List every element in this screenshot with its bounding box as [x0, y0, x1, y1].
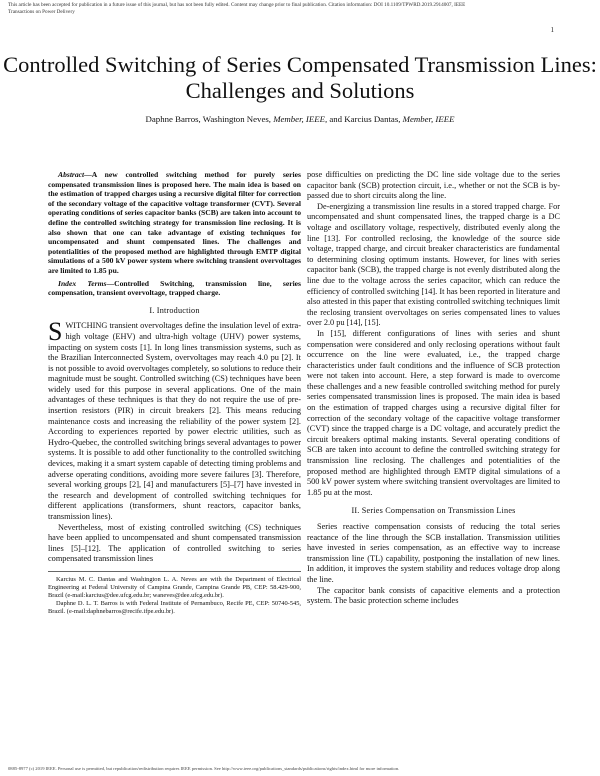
intro-paragraph-4: In [15], different configurations of lines with series and shunt compensation were considered and only reclosing operations without fault occurrence on the line were evaluated, i.e., the trapped charge characteristics under fault conditions and the influence of SCB protection were not taken into account. Here, a step forward is made to overcome these challenges and a new feasible controlled switching method for purely series compensated transmission lines is proposed. The main idea is based on the estimation of trapped charges using a recursive digital filter for correction of the secondary voltage of the capacitive voltage transformer (CVT) since the trapped charge is a DC voltage, and accurately predict the circuit breakers optimal making instants. Several operating conditions of SCB are taken into account to define the controlled switching strategy for transmission line reclosing. The challenges and potentialities of the proposed method are highlighted through EMTP digital simulations of a 500 kV power system where switching transient overvoltages are limited to 1.85 pu at the most.: [307, 328, 560, 497]
abstract-text: —A new controlled switching method for purely series compensated transmission lines is proposed here. The main idea is based on the estimation of trapped charges using a recursive digital filter for correction of the secondary voltage of the capacitive voltage transformer (CVT). Several operating conditions of series capacitor banks (SCB) are taken into account to define the controlled switching strategy for transmission line reclosing. It is also shown that one can take advantage of existing techniques for uncompensated and shunt compensated lines. The challenges and potentialities of the proposed method are highlighted through EMTP digital simulations of a 500 kV power system where switching transient overvoltages are limited to 1.85 pu.: [48, 170, 301, 275]
intro-paragraph-3: De-energizing a transmission line results in a stored trapped charge. For uncompensated and shunt compensated lines, the trapped charge is a DC voltage and oscillatory voltage, respectively, distributed evenly along the line [13]. For controlled reclosing, the knowledge of the source side voltage, trapped charge, and circuit breaker characteristics are fundamental to determining closing optimum instants. However, for lines with series capacitor bank (SCB), the trapped charge is not evenly distributed along the line due to the voltage across the series capacitor, which can reduce the efficiency of controlled switching [14]. It has been reported in literature and also attested in this paper that existing controlled switching techniques limit the reclosing transient overvoltages on series compensated lines to values over 2.0 pu [14], [15].: [307, 201, 560, 328]
intro-first-word: WITCHING: [65, 321, 108, 331]
intro-paragraph-2: Nevertheless, most of existing controlled switching (CS) techniques have been applied to uncompensated and shunt compensated transmission lines [5]–[12]. The application of controlled switching to series compensated transmission lines: [48, 522, 301, 564]
header-journal-line: Transactions on Power Delivery: [8, 9, 75, 15]
header-citation-line: This article has been accepted for publication in a future issue of this journal, but has not been fully edited. Content may change prior to final publication. Citation information: DOI 10.1109/TPWRD.2019.2914007, IEEE: [8, 2, 466, 8]
running-header: [8, 2, 594, 16]
left-column: [48, 170, 301, 616]
author-line: [0, 114, 600, 124]
right-column: [307, 170, 560, 607]
index-terms-label: Index Terms: [58, 278, 107, 288]
index-terms-text: —Controlled Switching, transmission line, series compensation, transient overvoltage, trapped charge.: [48, 278, 302, 298]
section-2-paragraph-1: Series reactive compensation consists of reducing the total series reactance of the line through the SCB installation. Transmission utilities have invested in series compensation, as an effective way to increase transmission line (TL) capability, postponing the installation of new lines. In addition, it improves the system stability and reduces voltage drop along the line.: [307, 522, 560, 584]
intro-paragraph-1: [48, 317, 301, 522]
author-names: Daphne Barros, Washington Neves,: [145, 114, 274, 124]
footnote-affiliation-2: Daphne D. L. T. Barros is with Federal Institute of Pernambuco, Recife PE, CEP: 50740-545, Brazil. (e-mail:daphnebarros@recife.ifpe.edu.br).: [48, 600, 301, 616]
page-number: 1: [550, 26, 554, 34]
section-2-heading: II. Series Compensation on Transmission Lines: [351, 506, 516, 516]
intro-paragraph-1-text: transient overvoltages define the insulation level of extra-high voltage (EHV) and ultra-high voltage (UHV) power systems, impacting on system costs [1]. In long lines transmission systems, such as the Brazilian Interconnected System, overvoltages may reach 4.0 pu [2]. It is not possible to avoid overvoltages completely, so solutions to reduce their magnitude must be sought. Controlled switching (CS) techniques have been widely used for this purpose in several applications. One of the main advantages of these techniques is that they do not require the use of pre-insertion resistors (PIR) in circuit breakers [2]. This means reducing maintenance costs and increasing the reliability of the power system [2]. According to experiences reported by power electric utilities, such as Hydro-Quebec, the controlled switching brings several advantages to power systems. It is possible to add other functionality to the controlled switching devices, making it a smart system capable of detecting timing problems and adverse operating conditions, avoiding more severe failures [3]. Therefore, several working groups [2], [4] and manufacturers [5]–[7] have invested in the research and development of controlled switching techniques for different applications (transformers, shunt reactors, capacitor banks, transmission lines).: [48, 321, 301, 521]
paper-title: Controlled Switching of Series Compensated Transmission Lines: Challenges and Solutions: [3, 52, 597, 103]
footnote-affiliation-1: Karcius M. C. Dantas and Washington L. A. Neves are with the Department of Electrical Engineering at Federal University of Campina Grande, Campina Grande PB, CEP: 58.429-900, Brazil (e-mail:karcius@dee.ufcg.edu.br; waneves@dee.ufcg.edu.br).: [48, 575, 301, 600]
index-terms: [48, 279, 301, 298]
footnotes: [48, 571, 301, 616]
author-membership-2: Member, IEEE: [402, 114, 455, 124]
copyright-footer: 0885-8977 (c) 2019 IEEE. Personal use is permitted, but republication/redistribution requires IEEE permission. See http://www.ieee.org/publications_standards/publications/rights/index.html for more information.: [8, 766, 400, 771]
abstract: [48, 170, 301, 276]
drop-cap: S: [48, 317, 63, 347]
author-membership-1: Member, IEEE,: [273, 114, 328, 124]
section-2-paragraph-2: The capacitor bank consists of capacitive elements and a protection system. The basic protection scheme includes: [307, 585, 560, 606]
author-conjunction: and Karcius Dantas,: [327, 114, 403, 124]
section-1-heading: I. Introduction: [149, 305, 200, 315]
abstract-label: Abstract: [58, 170, 85, 179]
intro-paragraph-2-continued: pose difficulties on predicting the DC line side voltage due to the series capacitor bank (SCB) protection circuit, i.e., whether or not the SCB is by-passed due to short circuits along the line.: [307, 170, 560, 201]
